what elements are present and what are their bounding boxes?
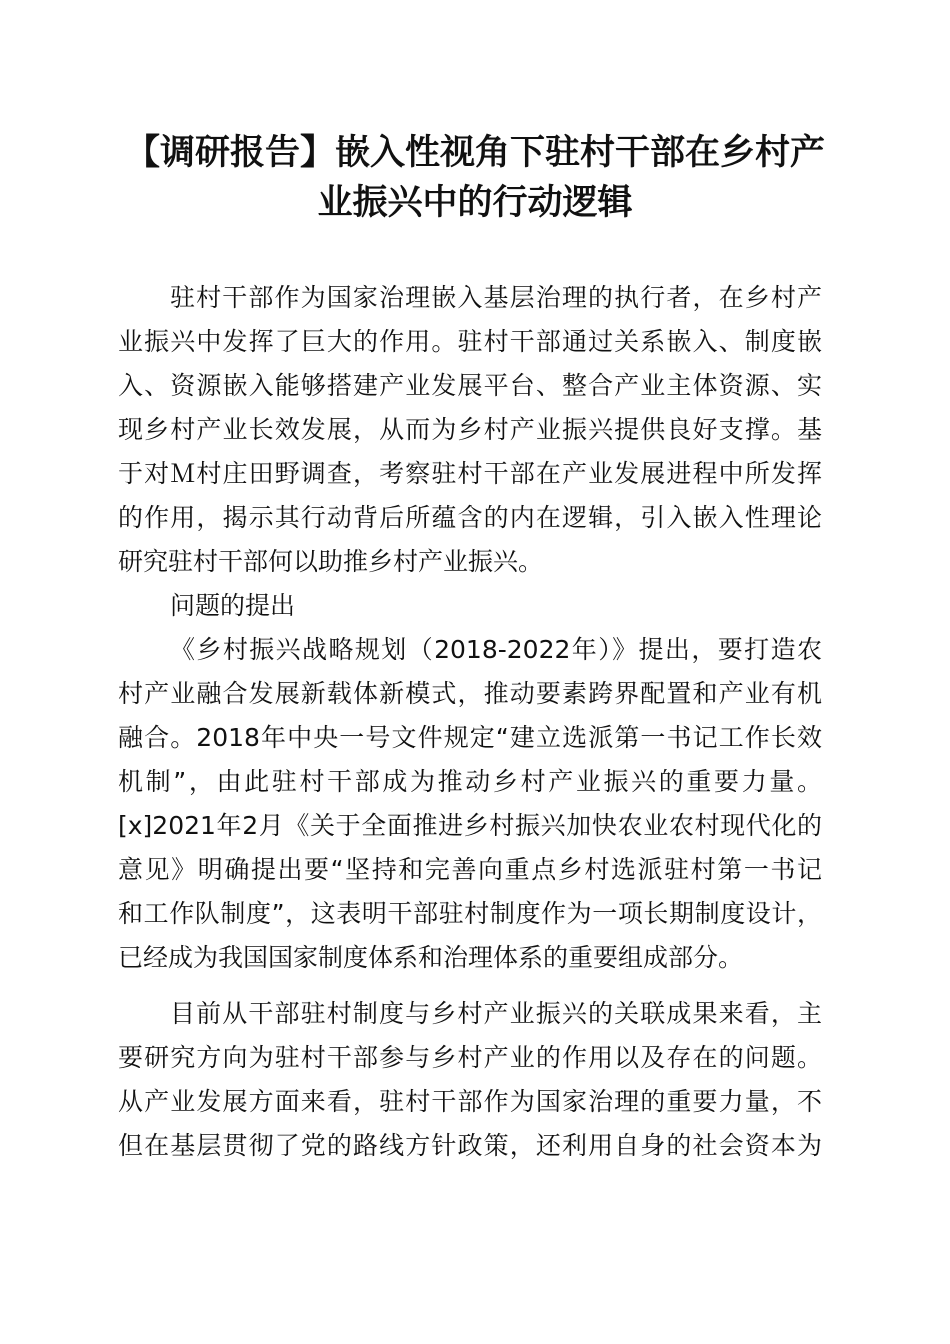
heading-text: 问题的提出 — [170, 591, 296, 620]
document-body — [118, 276, 822, 1168]
text-line: 现乡村产业长效发展，从而为乡村产业振兴提供良好支撑。基 — [118, 415, 822, 444]
text-line: 研究驻村干部何以助推乡村产业振兴。 — [118, 547, 544, 576]
section-heading — [118, 584, 822, 628]
text-line: 于对Ｍ村庄田野调查，考察驻村干部在产业发展进程中所发挥 — [118, 459, 822, 488]
paragraph-research — [118, 992, 822, 1168]
text-line: 《乡村振兴战略规划（2018-2022年）》提出，要打造农 — [170, 635, 822, 664]
text-line: 入、资源嵌入能够搭建产业发展平台、整合产业主体资源、实 — [118, 371, 822, 400]
text-line: 村产业融合发展新载体新模式，推动要素跨界配置和产业有机 — [118, 679, 822, 708]
text-line: 但在基层贯彻了党的路线方针政策，还利用自身的社会资本为 — [118, 1131, 822, 1160]
text-line: 目前从干部驻村制度与乡村产业振兴的关联成果来看，主 — [170, 999, 822, 1028]
title-line: 【调研报告】嵌入性视角下驻村干部在乡村产 — [124, 132, 825, 173]
paragraph-background — [118, 628, 822, 980]
document-title — [110, 128, 840, 228]
text-line: 驻村干部作为国家治理嵌入基层治理的执行者，在乡村产 — [170, 283, 822, 312]
text-line: 机制”，由此驻村干部成为推动乡村产业振兴的重要力量。 — [118, 767, 822, 796]
text-line: [x]2021年2月《关于全面推进乡村振兴加快农业农村现代化的 — [118, 811, 822, 840]
text-line: 意见》明确提出要“坚持和完善向重点乡村选派驻村第一书记 — [118, 855, 822, 884]
text-line: 的作用，揭示其行动背后所蕴含的内在逻辑，引入嵌入性理论 — [118, 503, 822, 532]
text-line: 已经成为我国国家制度体系和治理体系的重要组成部分。 — [118, 943, 744, 972]
text-line: 融合。2018年中央一号文件规定“建立选派第一书记工作长效 — [118, 723, 822, 752]
text-line: 从产业发展方面来看，驻村干部作为国家治理的重要力量，不 — [118, 1087, 822, 1116]
text-line: 业振兴中发挥了巨大的作用。驻村干部通过关系嵌入、制度嵌 — [118, 327, 822, 356]
paragraph-intro — [118, 276, 822, 584]
title-line: 业振兴中的行动逻辑 — [317, 182, 633, 223]
text-line: 和工作队制度”，这表明干部驻村制度作为一项长期制度设计， — [118, 899, 822, 928]
text-line: 要研究方向为驻村干部参与乡村产业的作用以及存在的问题。 — [118, 1043, 822, 1072]
